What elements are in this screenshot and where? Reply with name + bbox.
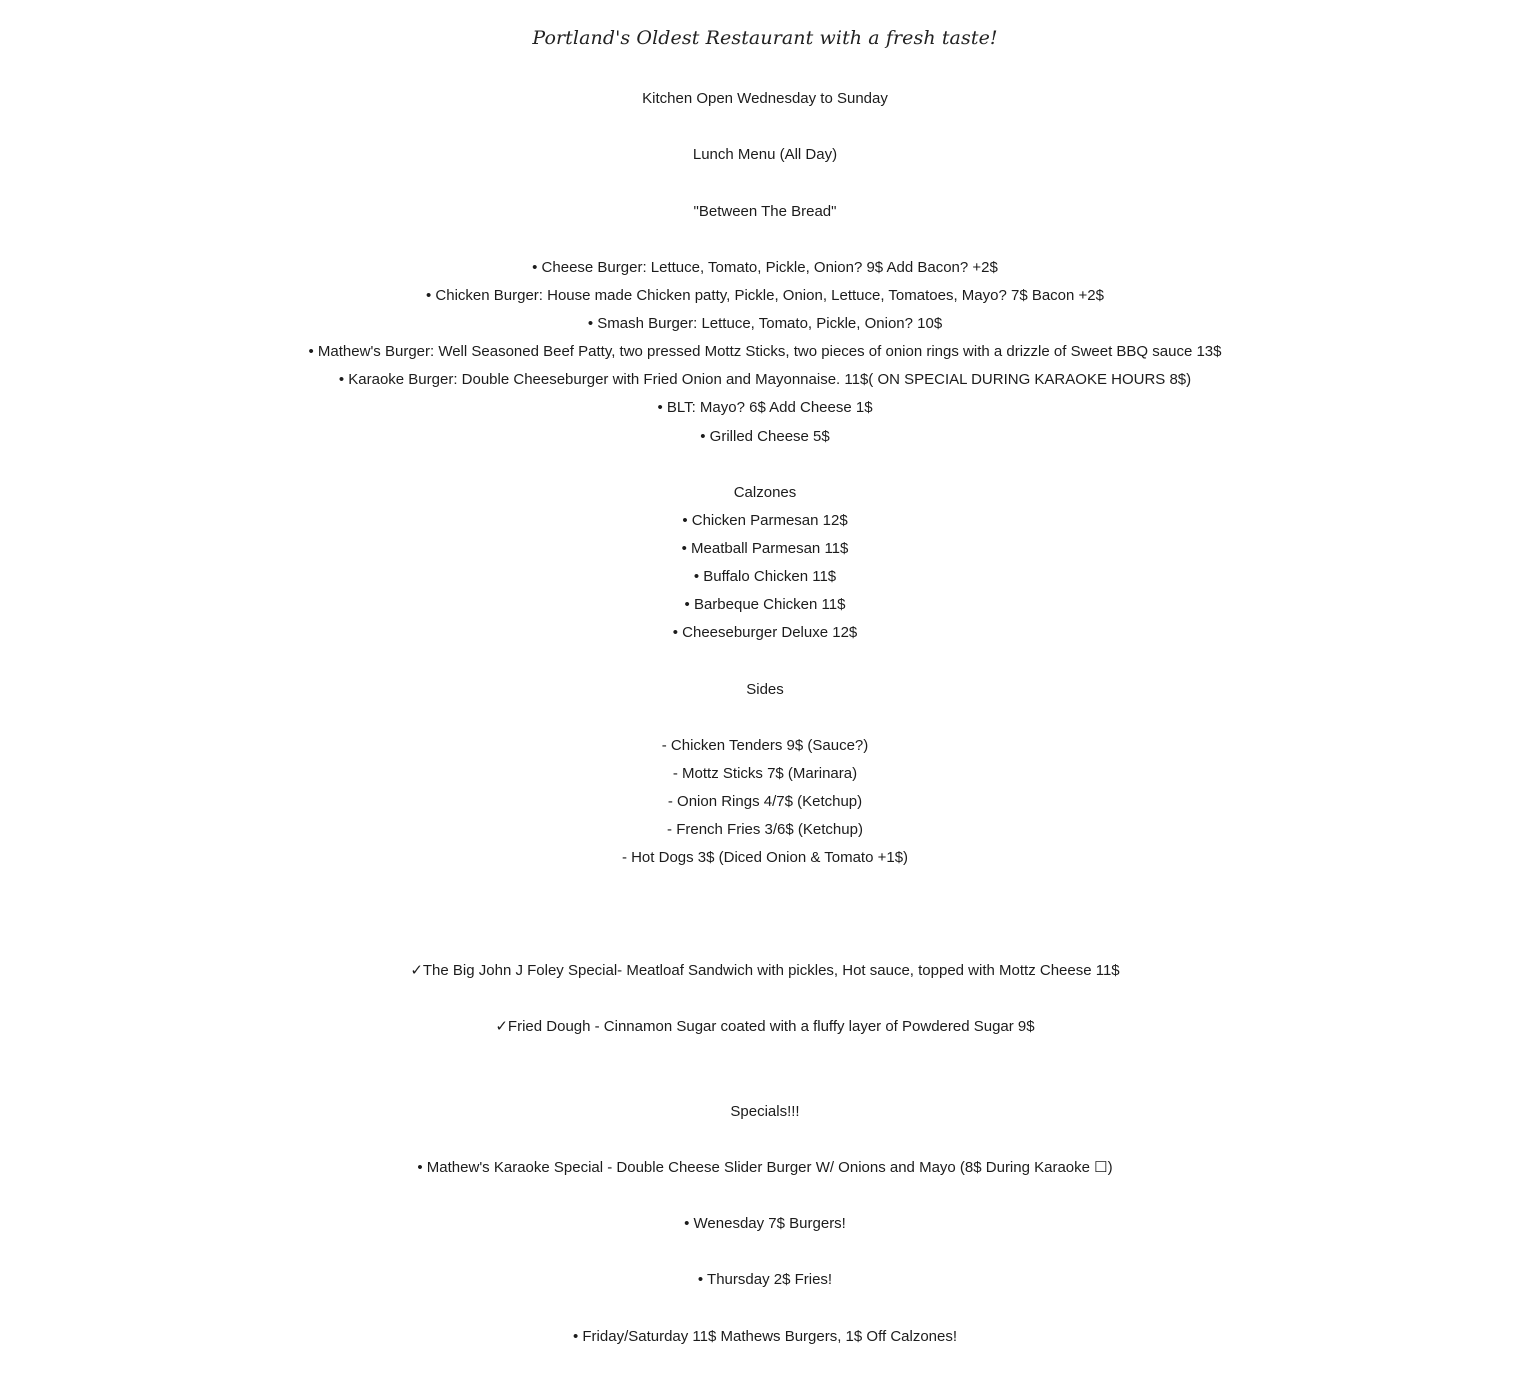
side-item-chicken-tenders: - Chicken Tenders 9$ (Sauce?) [661,737,869,754]
special-item-karaoke: • Mathew's Karaoke Special - Double Cheese Slider Burger W/ Onions and Mayo (8$ During Karaoke ☐) [417,1159,1113,1176]
menu-item-smash-burger: • Smash Burger: Lettuce, Tomato, Pickle, Onion? 10$ [587,315,943,332]
menu-item-mathews-burger: • Mathew's Burger: Well Seasoned Beef Patty, two pressed Mottz Sticks, two pieces of onion rings with a drizzle of Sweet BBQ sauce 13$ [308,343,1222,360]
tagline: Portland's Oldest Restaurant with a fresh taste! [532,27,998,49]
special-item-thursday: • Thursday 2$ Fries! [697,1271,833,1288]
special-item-friday-saturday: • Friday/Saturday 11$ Mathews Burgers, 1$ Off Calzones! [572,1328,958,1345]
menu-item-chicken-parmesan: • Chicken Parmesan 12$ [682,512,848,529]
menu-item-cheeseburger-deluxe: • Cheeseburger Deluxe 12$ [672,624,858,641]
feature-item-fried-dough: ✓Fried Dough - Cinnamon Sugar coated with a fluffy layer of Powdered Sugar 9$ [495,1018,1035,1035]
menu-item-meatball-parmesan: • Meatball Parmesan 11$ [681,540,849,557]
side-item-onion-rings: - Onion Rings 4/7$ (Ketchup) [667,793,863,810]
special-item-wednesday: • Wenesday 7$ Burgers! [684,1215,846,1232]
section-title-calzones: Calzones [733,484,797,501]
menu-item-karaoke-burger: • Karaoke Burger: Double Cheeseburger with Fried Onion and Mayonnaise. 11$( ON SPECIAL DURING KARAOKE HOURS 8$) [338,371,1192,388]
section-title-specials: Specials!!! [730,1103,800,1120]
side-item-french-fries: - French Fries 3/6$ (Ketchup) [667,821,863,838]
menu-title: Lunch Menu (All Day) [692,146,838,163]
menu-item-chicken-burger: • Chicken Burger: House made Chicken patty, Pickle, Onion, Lettuce, Tomatoes, Mayo? 7$ Bacon +2$ [426,287,1104,304]
menu-item-cheese-burger: • Cheese Burger: Lettuce, Tomato, Pickle, Onion? 9$ Add Bacon? +2$ [532,259,998,276]
menu-item-grilled-cheese: • Grilled Cheese 5$ [700,428,830,445]
side-item-hot-dogs: - Hot Dogs 3$ (Diced Onion & Tomato +1$) [621,849,909,866]
section-title-sides: Sides [746,681,784,698]
menu-item-barbeque-chicken: • Barbeque Chicken 11$ [684,596,846,613]
feature-item-big-john-special: ✓The Big John J Foley Special- Meatloaf Sandwich with pickles, Hot sauce, topped with Mottz Cheese 11$ [410,962,1120,979]
menu-item-blt: • BLT: Mayo? 6$ Add Cheese 1$ [657,399,873,416]
section-title-bread: "Between The Bread" [693,203,837,220]
menu-item-buffalo-chicken: • Buffalo Chicken 11$ [693,568,837,585]
kitchen-hours: Kitchen Open Wednesday to Sunday [642,90,888,107]
side-item-mottz-sticks: - Mottz Sticks 7$ (Marinara) [672,765,858,782]
